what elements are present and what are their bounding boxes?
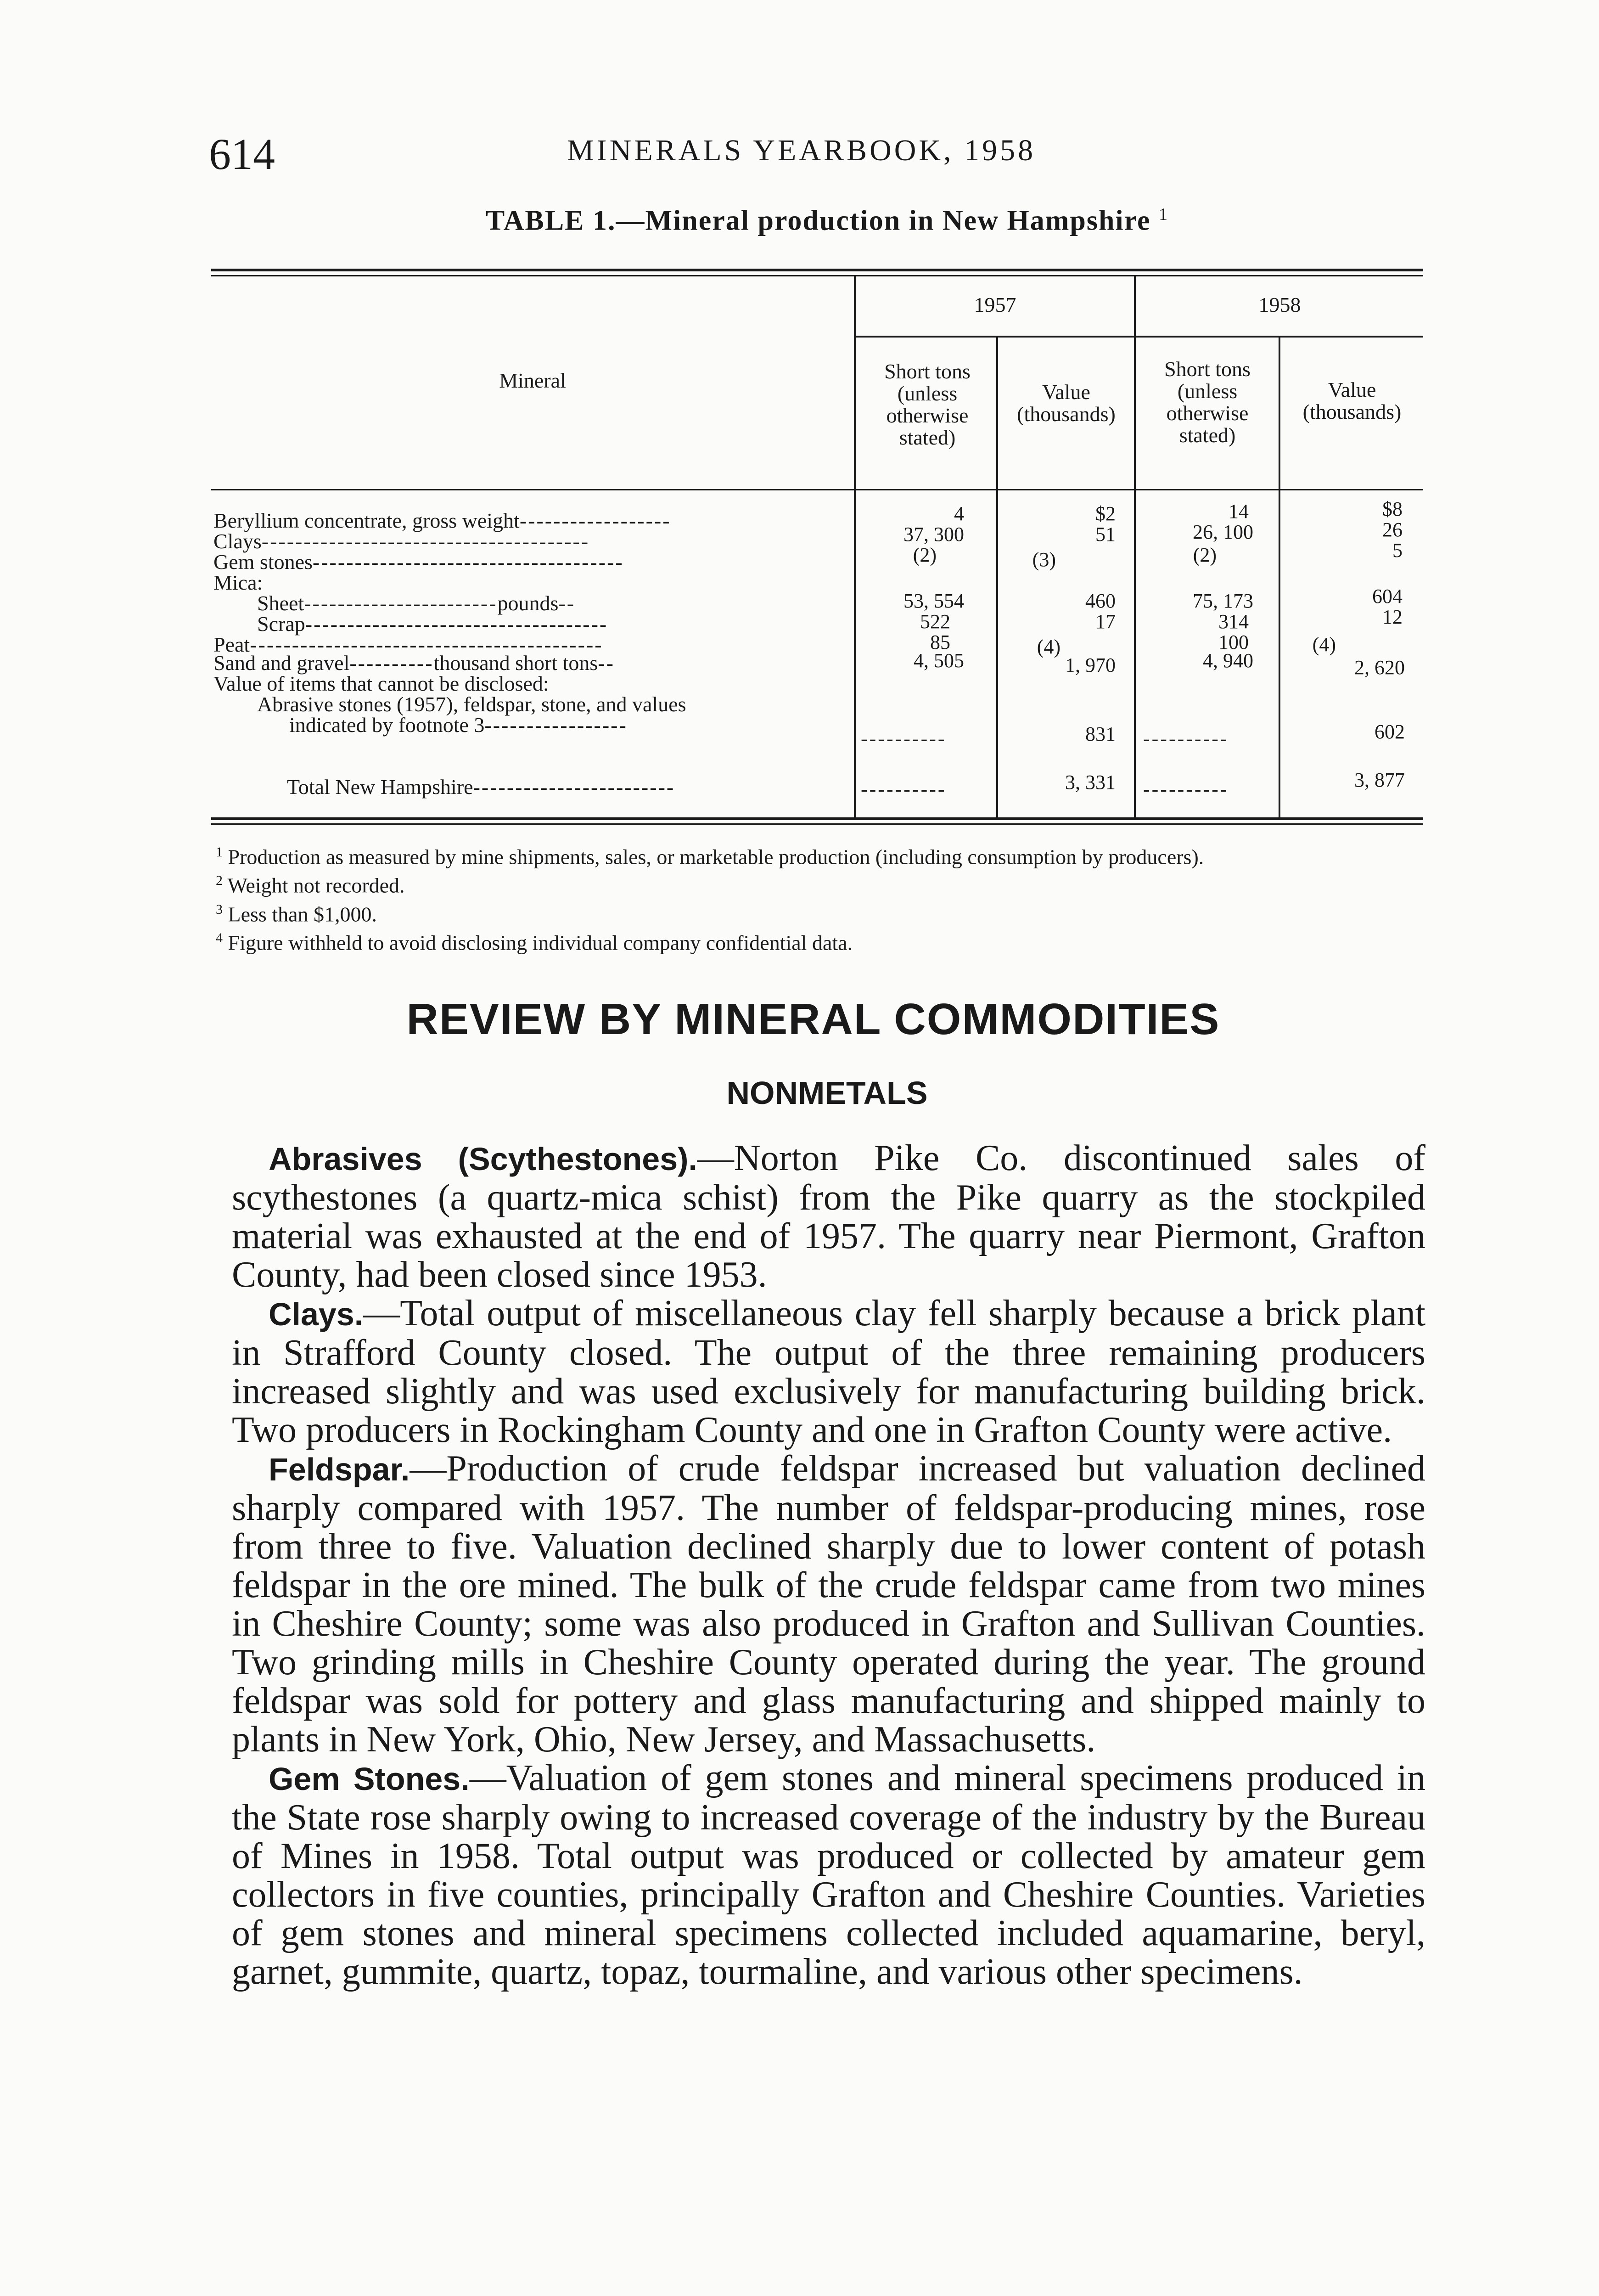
cell-q58-beryllium: 14 — [1229, 500, 1249, 523]
paragraph-gem-stones: Gem Stones.—Valuation of gem stones and mineral specimens produced in the State rose sharply owing to increased coverage of the industry by the Bureau of Mines in 1958. Total output was produced or collected by amateur gem collectors in five counties, principally Grafton and Cheshire Counties. Varieties of gem stones and mineral specimens collected included aquamarine, beryl, garnet, gummite, quartz, topaz, tourmaline, and various other specimens. — [232, 1758, 1425, 1992]
cell-v58-sand-gravel: 2, 620 — [1354, 656, 1405, 679]
year-underline — [854, 336, 1423, 338]
table-footnotes — [216, 840, 1423, 955]
header-bottom-rule — [211, 489, 1423, 490]
row-label-gem-stones: Gem stones------------------------------------- — [213, 550, 624, 574]
quantity-header-1958: Short tons (unless otherwise stated) — [1164, 357, 1251, 447]
cell-q57-sand-gravel: 4, 505 — [914, 649, 964, 672]
paragraph-feldspar: Feldspar.—Production of crude feldspar increased but valuation declined sharply compared with 1957. The number of feldspar-producing mines, rose from three to five. Valuation declined sharply due to lower content of potash feldspar in the ore mined. The bulk of the crude feldspar came from two mines in Cheshire County; some was also produced in Grafton and Sullivan Counties. Two grinding mills in Cheshire County operated during the year. The ground feldspar was sold for pottery and glass manufacturing and shipped mainly to plants in New York, Ohio, New Jersey, and Massachusetts. — [232, 1448, 1425, 1760]
cell-q58-gem-stones: (2) — [1193, 544, 1217, 566]
col-divider-4 — [1279, 338, 1280, 817]
row-label-clays: Clays--------------------------------------- — [213, 529, 590, 553]
footnote-1: $^1$ Production as measured by mine shipments, sales, or marketable production (including consumption by producers). — [216, 844, 1204, 869]
cell-v58-peat: (4) — [1312, 633, 1336, 656]
col-divider-3 — [1134, 276, 1136, 817]
row-label-mica: Mica: — [213, 571, 263, 594]
cell-q58-sheet: 75, 173 — [1193, 590, 1253, 612]
running-head — [209, 129, 1412, 179]
table-top-rule-2 — [211, 275, 1423, 276]
cell-v57-undisclosed: 831 — [1085, 723, 1116, 745]
cell-v58-clays: 26 — [1382, 518, 1403, 541]
cell-q58-clays: 26, 100 — [1193, 521, 1253, 543]
row-label-sheet: Sheet-----------------------pounds-- — [257, 591, 576, 615]
row-label-sand-gravel: Sand and gravel----------thousand short tons-- — [213, 651, 615, 675]
paragraph-clays: Clays.—Total output of miscellaneous clay fell sharply because a brick plant in Strafford County closed. The output of the three remaining producers increased slightly and was used exclusively for manufacturing building brick. Two producers in Rockingham County and one in Grafton County were active. — [232, 1293, 1425, 1450]
cell-q58-undisclosed: ---------- — [1143, 727, 1229, 750]
value-header-1957: Value (thousands) — [1017, 380, 1116, 426]
row-label-total: Total New Hampshire------------------------ — [287, 775, 675, 799]
cell-v58-gem-stones: 5 — [1392, 539, 1403, 562]
cell-q57-undisclosed: ---------- — [861, 727, 947, 750]
subsection-title: NONMETALS — [726, 1075, 928, 1111]
cell-v57-gem-stones: (3) — [1032, 548, 1056, 571]
cell-q58-peat: 100 — [1218, 631, 1249, 653]
cell-q58-sand-gravel: 4, 940 — [1203, 649, 1253, 672]
paragraph-abrasives: Abrasives (Scythestones).—Norton Pike Co. discontinued sales of scythestones (a quartz-mica schist) from the Pike quarry as the stockpiled material was exhausted at the end of 1957. The quarry near Piermont, Grafton County, had been closed since 1953. — [232, 1138, 1426, 1295]
cell-q57-peat: 85 — [930, 631, 950, 653]
table-caption-text: TABLE 1.—Mineral production in New Hampshire — [485, 205, 1151, 236]
body-text — [232, 1139, 1425, 1991]
row-label-undisclosed: Value of items that cannot be disclosed: — [213, 672, 549, 695]
footnote-4: $^4$ Figure withheld to avoid disclosing individual company confidential data. — [216, 930, 853, 955]
cell-q58-total: ---------- — [1143, 778, 1229, 800]
cell-v57-clays: 51 — [1095, 523, 1116, 546]
cell-q58-scrap: 314 — [1218, 610, 1249, 633]
cell-q57-gem-stones: (2) — [913, 544, 937, 566]
table-top-rule — [211, 269, 1423, 271]
cell-v57-beryllium: $2 — [1095, 502, 1116, 525]
row-label-undisclosed-line2: indicated by footnote 3----------------- — [289, 713, 628, 737]
row-label-undisclosed-line1: Abrasive stones (1957), feldspar, stone, and values — [257, 692, 686, 716]
page-number: 614 — [209, 129, 275, 179]
cell-v58-scrap: 12 — [1382, 606, 1403, 628]
quantity-header-1957: Short tons (unless otherwise stated) — [884, 360, 971, 449]
cell-q57-clays: 37, 300 — [903, 523, 964, 546]
production-table — [211, 269, 1423, 831]
cell-v58-total: 3, 877 — [1354, 769, 1405, 791]
cell-q57-total: ---------- — [861, 778, 947, 800]
value-header-1958: Value (thousands) — [1302, 378, 1402, 423]
col-divider-1 — [854, 276, 856, 817]
footnote-3: $^3$ Less than $1,000. — [216, 901, 377, 926]
table-caption — [0, 204, 1599, 237]
row-label-scrap: Scrap------------------------------------ — [257, 612, 608, 636]
running-title: MINERALS YEARBOOK, 1958 — [567, 134, 1036, 167]
cell-v58-beryllium: $8 — [1382, 498, 1403, 520]
table-caption-note: 1 — [1159, 205, 1169, 224]
cell-q57-sheet: 53, 554 — [903, 590, 964, 612]
section-title: REVIEW BY MINERAL COMMODITIES — [406, 995, 1220, 1044]
cell-v57-peat: (4) — [1037, 636, 1060, 658]
mineral-header: Mineral — [499, 369, 566, 392]
cell-v57-scrap: 17 — [1095, 610, 1116, 633]
cell-q57-beryllium: 4 — [954, 502, 964, 525]
col-divider-2 — [996, 338, 998, 817]
footnote-2: $^2$ Weight not recorded. — [216, 873, 405, 897]
cell-v58-undisclosed: 602 — [1375, 720, 1405, 743]
row-label-beryllium: Beryllium concentrate, gross weight------------------ — [213, 509, 671, 532]
table-bottom-rule — [211, 817, 1423, 820]
cell-v57-total: 3, 331 — [1065, 771, 1116, 793]
table-bottom-rule-2 — [211, 823, 1423, 825]
row-label-peat: Peat------------------------------------------ — [213, 633, 603, 656]
cell-v57-sheet: 460 — [1085, 590, 1116, 612]
cell-v58-sheet: 604 — [1372, 585, 1403, 608]
year-1958: 1958 — [1258, 293, 1301, 316]
cell-q57-scrap: 522 — [920, 610, 950, 633]
year-1957: 1957 — [974, 293, 1016, 316]
cell-v57-sand-gravel: 1, 970 — [1065, 654, 1116, 676]
